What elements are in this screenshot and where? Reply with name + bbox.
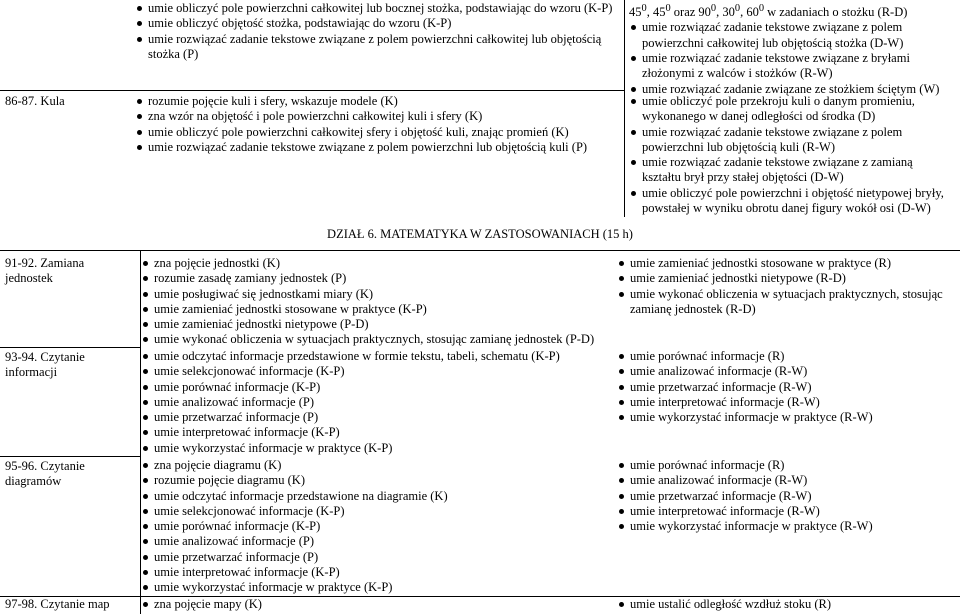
list-item: umie zamieniać jednostki stosowane w praktyce (K-P) [141, 302, 611, 317]
list-item: umie rozwiązać zadanie tekstowe związane z polem powierzchni całkowitej lub objętością stożka (D-W) [629, 20, 954, 51]
list-item: umie interpretować informacje (R-W) [617, 395, 954, 410]
lower-table-top-border [0, 250, 960, 251]
row-informacje-mid-list [141, 349, 611, 456]
row-diagramy-mid [141, 458, 611, 596]
row-mapy-mid-list [141, 597, 611, 612]
list-item: umie zamieniać jednostki nietypowe (P-D) [141, 317, 611, 332]
list-item: umie przetwarzać informacje (R-W) [617, 380, 954, 395]
list-item: umie rozwiązać zadanie tekstowe związane z polem powierzchni lub objętością kuli (P) [135, 140, 613, 155]
row-diagramy-right [617, 458, 954, 534]
list-item: umie analizować informacje (R-W) [617, 364, 954, 379]
list-item: umie rozwiązać zadanie związane ze stożkiem ściętym (W) [629, 82, 954, 97]
row-zamiana-mid [141, 256, 611, 348]
list-item: umie zamieniać jednostki nietypowe (R-D) [617, 271, 954, 286]
list-item: umie wykorzystać informacje w praktyce (K-P) [141, 441, 611, 456]
list-item: umie porównać informacje (R) [617, 349, 954, 364]
stozek-right-list [629, 1, 954, 97]
row-informacje-mid [141, 349, 611, 456]
list-item: umie selekcjonować informacje (K-P) [141, 364, 611, 379]
angles-tail: w zadaniach o stożku (R-D) [764, 5, 908, 20]
list-item: umie analizować informacje (P) [141, 534, 611, 549]
stozek-mid-list [135, 1, 613, 62]
stozek-mid-cell [135, 1, 613, 62]
list-item: umie interpretować informacje (K-P) [141, 565, 611, 580]
row-divider-2 [0, 456, 140, 457]
list-item: umie obliczyć pole przekroju kuli o danym promieniu, wykonanego w danej odległości od środka (D) [629, 94, 954, 125]
list-item: umie obliczyć pole powierzchni całkowitej lub bocznej stożka, podstawiając do wzoru (K-P) [135, 1, 613, 16]
row-zamiana-mid-list [141, 256, 611, 348]
list-item: umie wykonać obliczenia w sytuacjach praktycznych, stosując zamianę jednostek (P-D) [141, 332, 611, 347]
kula-row-top-border [0, 90, 624, 91]
row-mapy-right-list [617, 597, 954, 612]
kula-right-list [629, 94, 954, 216]
upper-divider [624, 0, 625, 217]
row-divider-1 [0, 347, 140, 348]
list-item: umie analizować informacje (R-W) [617, 473, 954, 488]
list-item: umie porównać informacje (R) [617, 458, 954, 473]
row-mapy-right [617, 597, 954, 612]
list-item: zna pojęcie jednostki (K) [141, 256, 611, 271]
row-label-zamiana: 91-92. Zamiana jednostek [5, 256, 85, 286]
list-item: umie rozwiązać zadanie tekstowe związane z polem powierzchni lub objętością kuli (R-W) [629, 125, 954, 156]
list-item: umie wykorzystać informacje w praktyce (R-W) [617, 519, 954, 534]
kula-mid-list [135, 94, 613, 155]
kula-topic-label: 86-87. Kula [5, 94, 65, 108]
kula-right-cell [629, 94, 954, 216]
list-item: umie odczytać informacje przedstawione na diagramie (K) [141, 489, 611, 504]
angles-item: $45^0$, $45^0$ oraz $90^0$, $30^0$, $60^0$ w zadaniach o stożku (R-D) [629, 3, 908, 20]
row-label-informacje: 93-94. Czytanie informacji [5, 350, 85, 380]
list-item: umie wykorzystać informacje w praktyce (K-P) [141, 580, 611, 595]
list-item: umie przetwarzać informacje (P) [141, 550, 611, 565]
row-informacje-right-list [617, 349, 954, 425]
list-item: umie wykorzystać informacje w praktyce (R-W) [617, 410, 954, 425]
row-label-diagramy: 95-96. Czytanie diagramów [5, 459, 85, 489]
list-item: rozumie zasadę zamiany jednostek (P) [141, 271, 611, 286]
list-item: umie porównać informacje (K-P) [141, 519, 611, 534]
list-item: umie selekcjonować informacje (K-P) [141, 504, 611, 519]
list-item: umie rozwiązać zadanie tekstowe związane z zamianą kształtu brył przy stałej objętości (D-W) [629, 155, 954, 186]
angles-value: 45 [629, 5, 642, 20]
list-item: umie rozwiązać zadanie tekstowe związane z bryłami złożonymi z walców i stożków (R-W) [629, 51, 954, 82]
list-item: umie ustalić odległość wzdłuż stoku (R) [617, 597, 954, 612]
list-item: umie obliczyć objętość stożka, podstawiając do wzoru (K-P) [135, 16, 613, 31]
list-item: umie obliczyć pole powierzchni i objętość nietypowej bryły, powstałej w wyniku obrotu danej figury wokół osi (D-W) [629, 186, 954, 217]
list-item: umie przetwarzać informacje (R-W) [617, 489, 954, 504]
row-diagramy-mid-list [141, 458, 611, 596]
section-title: DZIAŁ 6. MATEMATYKA W ZASTOSOWANIACH (15 h) [327, 227, 633, 241]
list-item: umie odczytać informacje przedstawione w formie tekstu, tabeli, schematu (K-P) [141, 349, 611, 364]
list-item: umie przetwarzać informacje (P) [141, 410, 611, 425]
row-zamiana-right-list [617, 256, 954, 317]
list-item: rozumie pojęcie kuli i sfery, wskazuje modele (K) [135, 94, 613, 109]
row-informacje-right [617, 349, 954, 425]
kula-mid-cell [135, 94, 613, 155]
row-diagramy-right-list [617, 458, 954, 534]
stozek-right-cell [629, 1, 954, 97]
row-label-mapy: 97-98. Czytanie map [5, 597, 110, 611]
list-item: umie interpretować informacje (R-W) [617, 504, 954, 519]
row-zamiana-right [617, 256, 954, 317]
list-item: zna pojęcie mapy (K) [141, 597, 611, 612]
list-item: zna pojęcie diagramu (K) [141, 458, 611, 473]
list-item: umie analizować informacje (P) [141, 395, 611, 410]
list-item: umie obliczyć pole powierzchni całkowitej sfery i objętość kuli, znając promień (K) [135, 125, 613, 140]
list-item: umie porównać informacje (K-P) [141, 380, 611, 395]
list-item: umie zamieniać jednostki stosowane w praktyce (R) [617, 256, 954, 271]
list-item: umie rozwiązać zadanie tekstowe związane z polem powierzchni całkowitej lub objętością stożka (P) [135, 32, 613, 63]
list-item: umie posługiwać się jednostkami miary (K) [141, 287, 611, 302]
list-item: zna wzór na objętość i pole powierzchni całkowitej kuli i sfery (K) [135, 109, 613, 124]
row-mapy-mid [141, 597, 611, 612]
list-item: rozumie pojęcie diagramu (K) [141, 473, 611, 488]
list-item: umie interpretować informacje (K-P) [141, 425, 611, 440]
list-item: umie wykonać obliczenia w sytuacjach praktycznych, stosując zamianę jednostek (R-D) [617, 287, 954, 318]
